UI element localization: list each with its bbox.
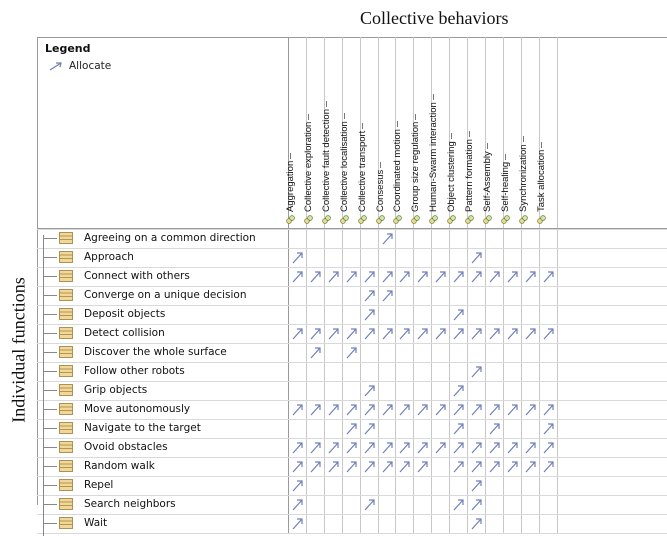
allocate-arrow-icon <box>468 400 485 419</box>
tree-branch <box>43 238 57 239</box>
row-divider <box>37 286 667 287</box>
allocate-arrow-icon <box>450 438 467 457</box>
allocate-arrow-icon <box>486 324 503 343</box>
column-header-rotated <box>535 142 547 224</box>
allocate-arrow-icon <box>396 267 413 286</box>
function-icon <box>59 327 73 339</box>
column-header-tail <box>540 142 541 148</box>
allocate-arrow-icon <box>361 457 378 476</box>
behavior-icon <box>393 215 402 224</box>
allocate-arrow-icon <box>289 248 306 267</box>
allocate-arrow-icon <box>522 438 539 457</box>
allocate-arrow-icon <box>379 267 396 286</box>
column-header-tail <box>397 121 398 127</box>
row-divider <box>37 381 667 382</box>
allocate-arrow-icon <box>361 324 378 343</box>
column-header-label: Group size regulation <box>409 121 421 212</box>
behavior-icon <box>536 215 545 224</box>
row-divider <box>37 248 667 249</box>
column-header-tail <box>415 114 416 120</box>
behavior-icon <box>303 215 312 224</box>
column-header-rotated <box>302 114 314 224</box>
allocate-arrow-icon <box>343 324 360 343</box>
column-header-rotated <box>356 123 368 224</box>
collective-behaviors-title: Collective behaviors <box>360 8 509 28</box>
allocate-arrow-icon <box>432 267 449 286</box>
individual-functions-title-container <box>6 200 32 500</box>
allocate-arrow-icon <box>522 400 539 419</box>
allocate-arrow-icon <box>361 305 378 324</box>
tree-branch <box>43 276 57 277</box>
allocate-arrow-icon <box>396 400 413 419</box>
column-header-label: Collective fault detection <box>320 109 332 212</box>
allocate-arrow-icon <box>289 476 306 495</box>
allocate-arrow-icon <box>540 457 557 476</box>
allocate-arrow-icon <box>468 324 485 343</box>
row-label-text: Random walk <box>84 460 155 472</box>
allocate-arrow-icon <box>540 400 557 419</box>
allocate-arrow-icon <box>379 457 396 476</box>
tree-branch <box>43 428 57 429</box>
column-header-rotated <box>409 114 421 224</box>
column-header <box>535 40 556 224</box>
tree-branch <box>43 447 57 448</box>
behavior-icon <box>429 215 438 224</box>
allocate-arrow-icon <box>325 324 342 343</box>
allocate-arrow-icon <box>289 400 306 419</box>
row-divider <box>37 362 667 363</box>
column-header-tail <box>361 123 362 129</box>
allocate-arrow-icon <box>361 419 378 438</box>
tree-branch <box>43 390 57 391</box>
allocate-arrow-icon <box>504 457 521 476</box>
allocate-arrow-icon <box>540 419 557 438</box>
allocate-arrow-icon <box>343 438 360 457</box>
allocate-arrow-icon <box>432 324 449 343</box>
function-icon <box>59 251 73 263</box>
allocate-arrow-icon <box>307 400 324 419</box>
allocate-arrow-icon <box>325 438 342 457</box>
function-icon <box>59 308 73 320</box>
allocate-arrow-icon <box>343 400 360 419</box>
allocate-arrow-icon <box>450 324 467 343</box>
function-icon <box>59 422 73 434</box>
allocate-arrow-icon <box>325 267 342 286</box>
function-icon <box>59 384 73 396</box>
function-icon <box>59 441 73 453</box>
column-header-label: Collective localisation <box>338 121 350 212</box>
tree-connector <box>43 235 44 536</box>
allocate-arrow-icon <box>414 400 431 419</box>
row-divider <box>37 305 667 306</box>
column-header-rotated <box>391 121 403 224</box>
allocate-arrow-icon <box>343 419 360 438</box>
function-icon <box>59 479 73 491</box>
row-divider <box>37 476 667 477</box>
behavior-icon <box>482 215 491 224</box>
allocate-arrow-icon <box>540 267 557 286</box>
allocate-arrow-icon <box>468 362 485 381</box>
legend-item-allocate <box>45 60 275 72</box>
row-divider <box>37 229 667 230</box>
function-icon <box>59 460 73 472</box>
row-label-text: Follow other robots <box>84 365 185 377</box>
column-header-label: Pattern formation <box>463 139 475 212</box>
allocate-arrow-icon <box>522 457 539 476</box>
function-icon <box>59 403 73 415</box>
allocate-arrow-icon <box>343 343 360 362</box>
column-header-label: Coordinated motion <box>391 129 403 212</box>
allocate-arrow-icon <box>504 438 521 457</box>
allocate-arrow-icon <box>49 61 63 71</box>
column-header-tail <box>325 101 326 107</box>
column-header-tail <box>486 143 487 149</box>
column-header-label: Self-Assembly <box>481 151 493 212</box>
column-header-label: Collective exploration <box>302 121 314 212</box>
allocate-arrow-icon <box>361 267 378 286</box>
allocate-arrow-icon <box>414 267 431 286</box>
function-icon <box>59 498 73 510</box>
column-header-tail <box>504 154 505 160</box>
row-label-text: Move autonomously <box>84 403 191 415</box>
row-label-text: Grip objects <box>84 384 148 396</box>
allocate-arrow-icon <box>414 457 431 476</box>
allocate-arrow-icon <box>486 438 503 457</box>
tree-branch <box>43 257 57 258</box>
row-label-text: Deposit objects <box>84 308 166 320</box>
allocate-arrow-icon <box>414 438 431 457</box>
column-header-rotated <box>284 153 296 224</box>
row-label-text: Search neighbors <box>84 498 176 510</box>
behavior-icon <box>447 215 456 224</box>
allocate-arrow-icon <box>361 495 378 514</box>
function-icon <box>59 232 73 244</box>
allocate-arrow-icon <box>450 400 467 419</box>
row-divider <box>37 495 667 496</box>
column-header-tail <box>307 114 308 120</box>
allocate-arrow-icon <box>289 324 306 343</box>
row-label-text: Ovoid obstacles <box>84 441 168 453</box>
function-icon <box>59 346 73 358</box>
column-header-tail <box>469 131 470 137</box>
allocate-arrow-icon <box>361 400 378 419</box>
column-header-label: Collective transport <box>356 130 368 212</box>
allocate-arrow-icon <box>468 476 485 495</box>
allocate-arrow-icon <box>468 438 485 457</box>
column-header-label: Human-Swarm interaction <box>427 102 439 212</box>
allocate-arrow-icon <box>307 438 324 457</box>
allocate-arrow-icon <box>540 438 557 457</box>
allocate-arrow-icon <box>343 267 360 286</box>
allocate-arrow-icon <box>486 419 503 438</box>
function-icon <box>59 365 73 377</box>
row-label-text: Connect with others <box>84 270 190 282</box>
allocate-arrow-icon <box>396 438 413 457</box>
allocate-arrow-icon <box>450 419 467 438</box>
column-header-label: Object clustering <box>445 141 457 212</box>
tree-branch <box>43 466 57 467</box>
tree-branch <box>43 333 57 334</box>
row-label-text: Discover the whole surface <box>84 346 227 358</box>
allocate-arrow-icon <box>450 381 467 400</box>
behavior-icon <box>357 215 366 224</box>
allocate-arrow-icon <box>468 457 485 476</box>
allocate-arrow-icon <box>486 400 503 419</box>
tree-branch <box>43 371 57 372</box>
allocate-arrow-icon <box>522 324 539 343</box>
tree-branch <box>43 352 57 353</box>
behavior-icon <box>375 215 384 224</box>
allocate-arrow-icon <box>468 514 485 533</box>
allocate-arrow-icon <box>432 438 449 457</box>
column-header-rotated <box>427 94 439 224</box>
column-header-tail <box>343 113 344 119</box>
row-label-text: Navigate to the target <box>84 422 201 434</box>
allocate-arrow-icon <box>361 381 378 400</box>
column-header-label: Aggregation <box>284 160 296 212</box>
column-header-tail <box>433 94 434 100</box>
row-label-text: Approach <box>84 251 134 263</box>
tree-branch <box>43 295 57 296</box>
allocate-arrow-icon <box>379 324 396 343</box>
column-header-rotated <box>517 136 529 224</box>
column-header-tail <box>290 153 291 159</box>
legend-title: Legend <box>45 42 91 55</box>
allocate-arrow-icon <box>379 286 396 305</box>
column-header-label: Synchronization <box>517 144 529 212</box>
behavior-icon <box>411 215 420 224</box>
row-label-text: Repel <box>84 479 114 491</box>
allocate-arrow-icon <box>450 457 467 476</box>
column-header-tail <box>379 162 380 168</box>
allocate-arrow-icon <box>379 400 396 419</box>
allocate-arrow-icon <box>325 457 342 476</box>
behavior-icon <box>321 215 330 224</box>
row-label-text: Agreeing on a common direction <box>84 232 256 244</box>
allocate-arrow-icon <box>289 514 306 533</box>
allocate-arrow-icon <box>504 267 521 286</box>
allocate-arrow-icon <box>379 229 396 248</box>
allocate-arrow-icon <box>343 457 360 476</box>
allocate-arrow-icon <box>522 267 539 286</box>
tree-branch <box>43 314 57 315</box>
column-header-rotated <box>338 113 350 224</box>
tree-branch <box>43 409 57 410</box>
tree-branch <box>43 523 57 524</box>
allocate-arrow-icon <box>289 457 306 476</box>
allocate-arrow-icon <box>289 438 306 457</box>
column-header-label: Task allocation <box>535 149 547 212</box>
column-header-rotated <box>481 143 493 224</box>
tree-branch <box>43 504 57 505</box>
column-header-tail <box>451 133 452 139</box>
allocate-arrow-icon <box>307 267 324 286</box>
allocate-arrow-icon <box>468 495 485 514</box>
function-icon <box>59 270 73 282</box>
allocate-arrow-icon <box>504 400 521 419</box>
column-header-rotated <box>499 154 511 224</box>
column-header-rotated <box>320 101 332 224</box>
column-header-rotated <box>445 133 457 224</box>
allocate-arrow-icon <box>361 438 378 457</box>
row-label-text: Converge on a unique decision <box>84 289 247 301</box>
allocate-arrow-icon <box>307 343 324 362</box>
allocate-arrow-icon <box>307 324 324 343</box>
column-header-label: Consesus <box>374 169 385 212</box>
behavior-icon <box>500 215 509 224</box>
allocate-arrow-icon <box>432 400 449 419</box>
column-divider <box>557 37 558 533</box>
allocate-arrow-icon <box>450 267 467 286</box>
behavior-icon <box>518 215 527 224</box>
allocate-arrow-icon <box>486 267 503 286</box>
allocate-arrow-icon <box>289 267 306 286</box>
allocate-arrow-icon <box>361 286 378 305</box>
behavior-icon <box>465 215 474 224</box>
column-header-label: Self-healing <box>499 161 511 212</box>
behavior-icon <box>286 215 295 224</box>
row-divider <box>37 533 667 534</box>
allocate-arrow-icon <box>486 457 503 476</box>
column-header-rotated <box>463 131 475 224</box>
function-icon <box>59 289 73 301</box>
individual-functions-title: Individual functions <box>8 277 29 423</box>
legend <box>45 42 275 72</box>
column-header-tail <box>522 136 523 142</box>
row-label-text: Wait <box>84 517 108 529</box>
allocate-arrow-icon <box>450 495 467 514</box>
allocate-arrow-icon <box>504 324 521 343</box>
row-divider <box>37 514 667 515</box>
allocate-arrow-icon <box>379 438 396 457</box>
tree-branch <box>43 485 57 486</box>
allocate-arrow-icon <box>307 457 324 476</box>
allocate-arrow-icon <box>289 495 306 514</box>
allocate-arrow-icon <box>450 305 467 324</box>
legend-allocate-label: Allocate <box>69 60 112 72</box>
allocate-arrow-icon <box>325 400 342 419</box>
behavior-icon <box>339 215 348 224</box>
allocate-arrow-icon <box>396 457 413 476</box>
row-label-text: Detect collision <box>84 327 165 339</box>
allocate-arrow-icon <box>396 324 413 343</box>
column-header-rotated <box>374 162 386 224</box>
function-icon <box>59 517 73 529</box>
allocate-arrow-icon <box>540 324 557 343</box>
allocate-arrow-icon <box>468 248 485 267</box>
allocate-arrow-icon <box>468 267 485 286</box>
allocate-arrow-icon <box>414 324 431 343</box>
